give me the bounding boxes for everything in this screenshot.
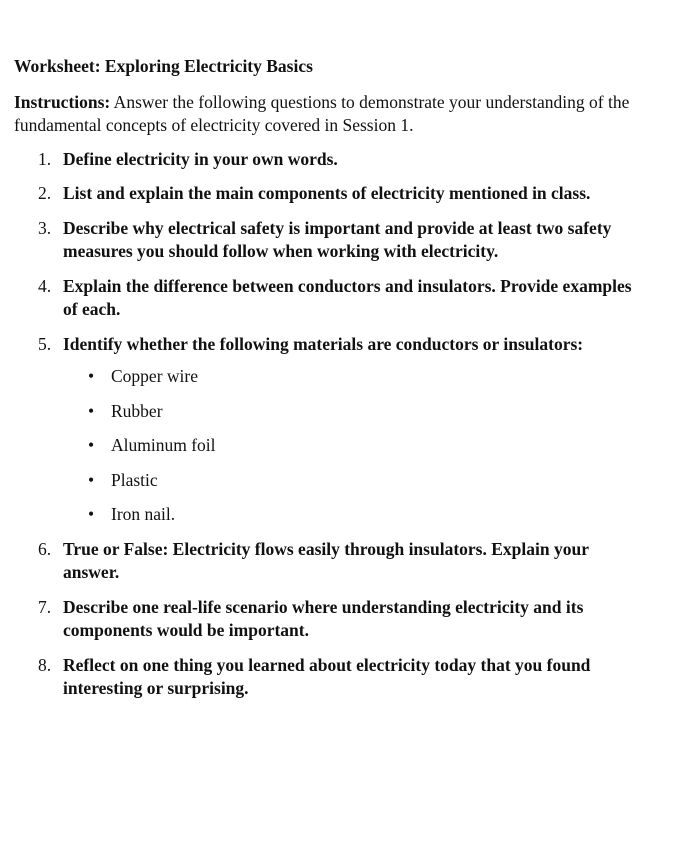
question-list — [14, 148, 646, 701]
question-text: Define electricity in your own words. — [63, 148, 338, 169]
worksheet-title: Worksheet: Exploring Electricity Basics — [14, 56, 313, 76]
question-text: Describe one real-life scenario where understanding electricity and its components would be important. — [63, 596, 584, 640]
question-number: 1. — [38, 148, 52, 169]
bullet-icon: • — [88, 469, 95, 490]
instructions-label: Instructions: — [14, 91, 111, 112]
material-text: Plastic — [111, 469, 158, 490]
question-text: True or False: Electricity flows easily through insulators. Explain your answer. — [63, 538, 589, 582]
question-text: Describe why electrical safety is important and provide at least two safety measures you should follow when working with electricity. — [63, 217, 612, 261]
bullet-icon: • — [88, 400, 95, 421]
question-number: 3. — [38, 217, 52, 238]
material-item-rubber — [63, 400, 646, 424]
question-number: 5. — [38, 333, 52, 354]
question-item-7 — [14, 596, 646, 643]
material-text: Copper wire — [111, 366, 198, 386]
question-number: 4. — [38, 275, 52, 296]
material-text: Aluminum foil — [111, 435, 216, 455]
question-item-8 — [14, 654, 646, 701]
material-item-plastic — [63, 469, 646, 493]
question-number: 2. — [38, 183, 52, 203]
material-item-iron-nail — [63, 503, 646, 527]
question-text: Reflect on one thing you learned about electricity today that you found interesting or surprising. — [63, 654, 591, 698]
question-number: 8. — [38, 654, 52, 675]
question-text: List and explain the main components of electricity mentioned in class. — [63, 183, 591, 203]
question-item-1 — [14, 148, 646, 172]
question-text: Explain the difference between conductors and insulators. Provide examples of each. — [63, 275, 632, 319]
question-number: 6. — [38, 538, 52, 559]
bullet-icon: • — [88, 435, 95, 455]
worksheet-page — [14, 55, 646, 712]
question-item-3 — [14, 217, 646, 264]
instructions-paragraph — [14, 91, 646, 138]
material-text: Rubber — [111, 400, 163, 421]
material-text: Iron nail. — [111, 504, 176, 524]
question-item-6 — [14, 538, 646, 585]
bullet-icon: • — [88, 504, 95, 524]
bullet-icon: • — [88, 366, 95, 386]
question-item-5 — [14, 333, 646, 527]
question-item-4 — [14, 275, 646, 322]
question-text: Identify whether the following materials are conductors or insulators: — [63, 333, 584, 354]
material-item-aluminum-foil — [63, 434, 646, 458]
material-item-copper-wire — [63, 365, 646, 389]
question-number: 7. — [38, 596, 52, 617]
instructions-text: Answer the following questions to demonstrate your understanding of the fundamental concepts of electricity covered in Session 1. — [14, 91, 630, 135]
question-item-2 — [14, 182, 646, 206]
materials-list — [63, 365, 646, 527]
